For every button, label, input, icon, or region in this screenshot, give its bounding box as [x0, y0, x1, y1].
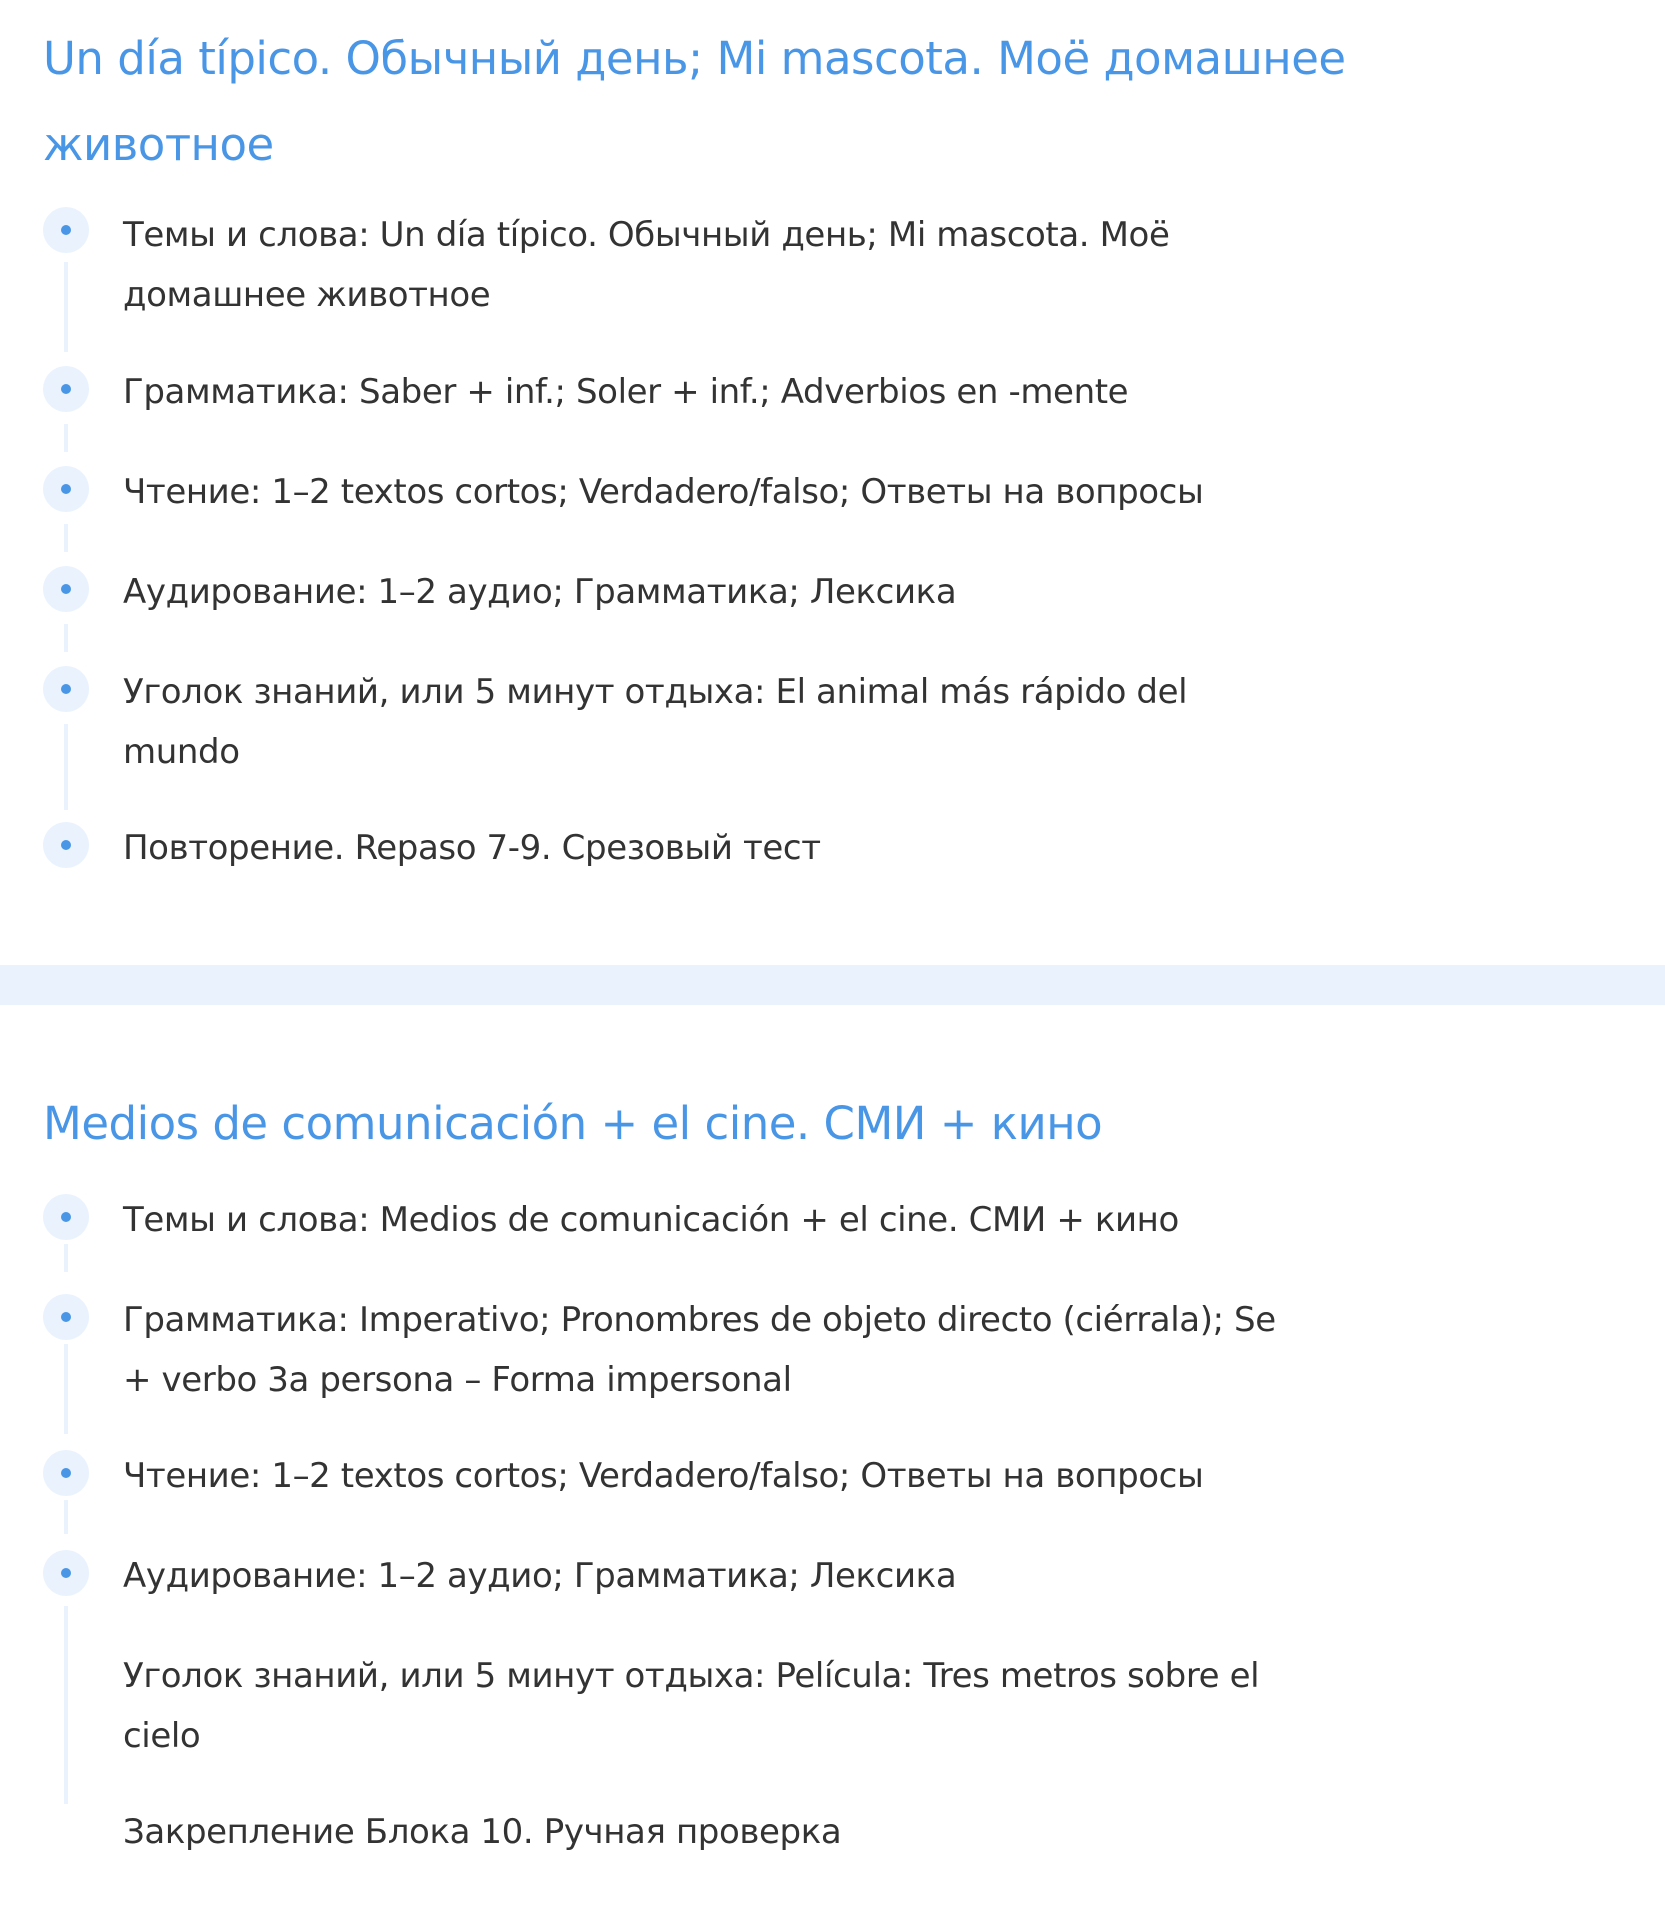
timeline-dot-icon: [43, 1194, 89, 1240]
timeline-connector: [64, 262, 68, 352]
timeline-dot-icon: [43, 822, 89, 868]
item-label: Уголок знаний, или 5 минут отдыха: Película: Tres metros sobre el cielo: [123, 1656, 1260, 1756]
timeline-connector: [64, 424, 68, 452]
timeline-connector: [64, 724, 68, 810]
timeline-connector: [64, 1606, 68, 1804]
timeline-dot-icon: [43, 1450, 89, 1496]
item-label: Повторение. Repaso 7-9. Срезовый тест: [123, 828, 821, 868]
timeline-connector: [64, 624, 68, 652]
timeline-connector: [64, 1244, 68, 1272]
section-divider: [0, 965, 1665, 1005]
item-label: Темы и слова: Un día típico. Обычный день; Mi mascota. Моё домашнее животное: [123, 215, 1170, 315]
item-label: Закрепление Блока 10. Ручная проверка: [123, 1812, 842, 1852]
timeline-connector: [64, 1500, 68, 1534]
timeline-dot-icon: [43, 566, 89, 612]
timeline-dot-icon: [43, 207, 89, 253]
item-label: Аудирование: 1–2 аудио; Грамматика; Лексика: [123, 572, 957, 612]
item-label: Темы и слова: Medios de comunicación + el cine. СМИ + кино: [123, 1200, 1179, 1240]
section-title: Un día típico. Обычный день; Mi mascota. Моё домашнее животное: [43, 32, 1346, 171]
item-label: Уголок знаний, или 5 минут отдыха: El animal más rápido del mundo: [123, 672, 1188, 772]
timeline-dot-icon: [43, 1550, 89, 1596]
item-label: Грамматика: Imperativo; Pronombres de objeto directo (ciérrala); Se + verbo 3a persona – Forma impersonal: [123, 1300, 1276, 1400]
item-label: Грамматика: Saber + inf.; Soler + inf.; Adverbios en -mente: [123, 372, 1129, 412]
timeline-dot-icon: [43, 666, 89, 712]
timeline-dot-icon: [43, 366, 89, 412]
item-label: Чтение: 1–2 textos cortos; Verdadero/falso; Ответы на вопросы: [123, 1456, 1204, 1496]
timeline-dot-icon: [43, 466, 89, 512]
item-label: Чтение: 1–2 textos cortos; Verdadero/falso; Ответы на вопросы: [123, 472, 1204, 512]
timeline-connector: [64, 1344, 68, 1434]
section-title: Medios de comunicación + el cine. СМИ + кино: [43, 1097, 1103, 1150]
item-label: Аудирование: 1–2 аудио; Грамматика; Лексика: [123, 1556, 957, 1596]
timeline-connector: [64, 524, 68, 552]
timeline-dot-icon: [43, 1294, 89, 1340]
